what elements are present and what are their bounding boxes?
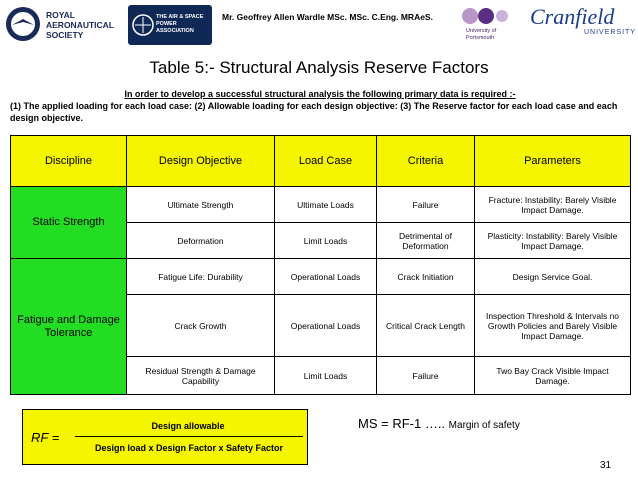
asp-text-line: POWER ASSOCIATION (156, 21, 194, 34)
discipline-cell: Fatigue and Damage Tolerance (11, 259, 127, 395)
table-cell: Limit Loads (275, 223, 377, 259)
table-row (11, 187, 631, 223)
raes-crest-icon (4, 5, 42, 43)
table-cell: Plasticity: Instability: Barely Visible Impact Damage. (475, 223, 631, 259)
asp-text-line: THE AIR & SPACE (156, 14, 204, 20)
table-cell: Failure (377, 187, 475, 223)
table-header-row (11, 136, 631, 187)
table-cell: Detrimental of Deformation (377, 223, 475, 259)
table-cell: Inspection Threshold & Intervals no Growth Policies and Barely Visible Impact Damage. (475, 295, 631, 357)
table-row (11, 259, 631, 295)
column-header: Design Objective (127, 136, 275, 187)
rf-denominator: Design load x Design Factor x Safety Factor (94, 443, 284, 453)
raes-text-line: SOCIETY (46, 30, 84, 40)
ms-formula (358, 416, 520, 431)
raes-text-line: ROYAL (46, 10, 75, 20)
table-cell: Crack Initiation (377, 259, 475, 295)
ms-description: Margin of safety (448, 420, 520, 431)
cranfield-logo (524, 4, 636, 40)
cranfield-subtitle: UNIVERSITY (584, 29, 637, 36)
table-cell: Ultimate Loads (275, 187, 377, 223)
uop-logo (460, 6, 518, 46)
table-cell: Ultimate Strength (127, 187, 275, 223)
cranfield-wordmark: Cranfield (530, 4, 615, 29)
table-cell: Crack Growth (127, 295, 275, 357)
column-header: Load Case (275, 136, 377, 187)
intro-text (10, 88, 630, 124)
fraction-bar (75, 436, 303, 437)
raes-text-line: AERONAUTICAL (46, 20, 114, 30)
intro-body: (1) The applied loading for each load case: (2) Allowable loading for each design objective: (3) The Reserve factor for each load case and each design objective. (10, 101, 618, 123)
page-number: 31 (600, 460, 612, 471)
uop-dots-icon (460, 6, 518, 28)
raes-logo (4, 5, 124, 45)
table-cell: Residual Strength & Damage Capability (127, 357, 275, 395)
rf-formula-box (22, 409, 308, 465)
ms-expression: MS = RF-1 ….. (358, 416, 446, 431)
table-cell: Operational Loads (275, 259, 377, 295)
rf-numerator: Design allowable (151, 421, 225, 431)
column-header: Discipline (11, 136, 127, 187)
column-header: Criteria (377, 136, 475, 187)
table-cell: Two Bay Crack Visible Impact Damage. (475, 357, 631, 395)
asp-logo (128, 5, 212, 45)
table-cell: Failure (377, 357, 475, 395)
column-header: Parameters (475, 136, 631, 187)
table-cell: Deformation (127, 223, 275, 259)
table-cell: Critical Crack Length (377, 295, 475, 357)
table-cell: Design Service Goal. (475, 259, 631, 295)
asp-emblem-icon (131, 13, 155, 37)
table-cell: Operational Loads (275, 295, 377, 357)
table-cell: Fracture: Instability: Barely Visible Impact Damage. (475, 187, 631, 223)
uop-text-line: University of (466, 28, 497, 34)
author-credit: Mr. Geoffrey Allen Wardle MSc. MSc. C.Eng. MRAeS. (222, 12, 433, 22)
rf-label: RF = (31, 430, 60, 445)
slide-title: Table 5:- Structural Analysis Reserve Factors (149, 58, 489, 77)
reserve-factors-table (10, 135, 631, 395)
uop-text-line: Portsmouth (466, 34, 495, 41)
discipline-cell: Static Strength (11, 187, 127, 259)
table-cell: Fatigue Life: Durability (127, 259, 275, 295)
table-cell: Limit Loads (275, 357, 377, 395)
intro-heading: In order to develop a successful structural analysis the following primary data is required :- (124, 89, 516, 99)
